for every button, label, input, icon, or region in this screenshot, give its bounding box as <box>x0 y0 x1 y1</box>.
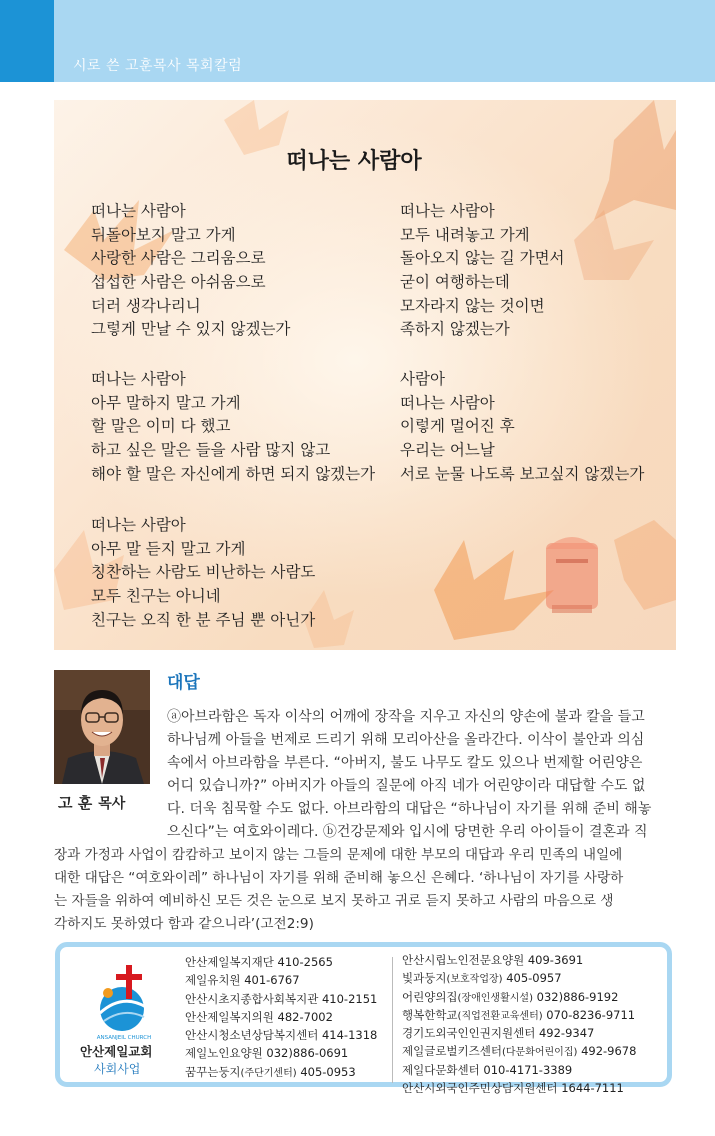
facility-item: 안산제일복지재단 410-2565 <box>185 955 333 969</box>
poem-line: 이렇게 멀어진 후 <box>400 417 515 436</box>
answer-line: 으신다”는 여호와이레다. ⓑ건강문제와 입시에 당면한 우리 아이들이 결혼과 직 <box>167 824 648 840</box>
facility-list-left <box>185 954 377 1082</box>
facility-item: 빛과둥지(보호작업장) 405-0957 <box>402 971 562 986</box>
social-services-box <box>55 942 672 1096</box>
answer-line: ⓐ아브라함은 독자 이삭의 어깨에 장작을 지우고 자신의 양손에 불과 칼을 들고 <box>167 709 645 725</box>
poem-line: 떠나는 사람아 <box>400 202 495 220</box>
poem-line: 서로 눈물 나도록 보고싶지 않겠는가 <box>400 464 645 483</box>
org-name: 안산제일교회 <box>80 1044 153 1059</box>
poem-line: 우리는 어느날 <box>400 441 495 460</box>
poem-line: 해야 할 말은 자신에게 하면 되지 않겠는가 <box>91 464 376 483</box>
church-logo-icon <box>84 963 164 1043</box>
poem-line: 모두 친구는 아니네 <box>91 587 221 606</box>
poem-line: 친구는 오직 한 분 주님 뿐 아닌가 <box>91 610 316 629</box>
facility-item: 꿈꾸는둥지(주단기센터) 405-0953 <box>185 1064 356 1079</box>
poem-line: 떠나는 사람아 <box>400 393 495 412</box>
column-divider <box>392 957 393 1083</box>
poem-line: 섭섭한 사람은 아쉬움으로 <box>91 273 266 292</box>
facility-item: 행복한학교(직업전환교육센터) 070-8236-9711 <box>402 1007 636 1022</box>
answer-line: 하나님께 아들을 번제로 드리기 위해 모리아산을 올라간다. 이삭이 불안과 의심 <box>167 732 645 748</box>
facility-item: 제일노인요양원 032)886-0691 <box>185 1046 349 1061</box>
facility-item: 제일다문화센터 010-4171-3389 <box>402 1062 573 1077</box>
author-photo <box>54 670 150 784</box>
poem-title: 떠나는 사람아 <box>286 149 422 174</box>
poem-line: 모자라지 않는 것이면 <box>400 296 545 315</box>
facility-item: 안산시청소년상담복지센터 414-1318 <box>185 1028 378 1043</box>
stanza-left-1 <box>91 200 290 342</box>
header-tab-block <box>0 0 54 82</box>
poem-line: 굳이 여행하는데 <box>400 273 510 292</box>
answer-line: 다. 더욱 침묵할 수도 없다. 아브라함의 대답은 “하나님이 자기를 위해 준비 해놓 <box>167 801 652 817</box>
poem-line: 떠나는 사람아 <box>91 516 186 534</box>
facility-item: 제일유치원 401-6767 <box>185 973 300 988</box>
poem-line: 그렇게 만날 수 있지 않겠는가 <box>91 320 291 339</box>
poem-line: 더러 생각나리니 <box>91 296 201 315</box>
page-header <box>0 0 715 82</box>
facility-item: 어린양의집(장애인생활시설) 032)886-9192 <box>402 989 619 1004</box>
poem-line: 아무 말하지 말고 가게 <box>91 393 241 412</box>
poem-line: 족하지 않겠는가 <box>400 320 510 339</box>
stanza-left-2 <box>91 368 375 486</box>
answer-line: 속에서 아브라함을 부른다. “아버지, 불도 나무도 칼도 있으나 번제할 어린양은 <box>167 755 643 771</box>
header-title: 시로 쓴 고훈목사 목회칼럼 <box>73 58 243 74</box>
facility-list-right <box>402 952 636 1098</box>
poem-line: 떠나는 사람아 <box>91 202 186 220</box>
stanza-left-3 <box>91 514 315 632</box>
poem-line: 사랑한 사람은 그리움으로 <box>91 249 266 268</box>
stanza-right-1 <box>400 200 565 342</box>
answer-line: 는 자들을 위하여 예비하신 모든 것은 눈으로 보지 못하고 귀로 듣지 못하고 사람의 마음으로 생 <box>54 893 614 909</box>
facility-item: 안산제일복지의원 482-7002 <box>185 1009 333 1024</box>
mailbox-illustration <box>538 525 608 615</box>
poem-line: 할 말은 이미 다 했고 <box>91 417 231 436</box>
poem-line: 하고 싶은 말은 들을 사람 많지 않고 <box>91 441 331 460</box>
author-position: 목사 <box>98 796 126 812</box>
facility-item: 경기도외국인인권지원센터 492-9347 <box>402 1026 595 1041</box>
poem-line: 떠나는 사람아 <box>91 370 186 388</box>
author-caption <box>58 792 125 813</box>
poem-line: 뒤돌아보지 말고 가게 <box>91 225 236 244</box>
answer-line: 장과 가정과 사업이 캄캄하고 보이지 않는 그들의 문제에 대한 부모의 대답과 우리 민족의 내일에 <box>54 847 623 863</box>
answer-line: 각하지도 못하였다 함과 같으니라’(고전2:9) <box>54 916 314 932</box>
logo-text: ANSANJEIL CHURCH <box>96 1035 152 1041</box>
poem-line: 아무 말 듣지 말고 가게 <box>91 539 246 558</box>
org-subtitle: 사회사업 <box>94 1062 141 1076</box>
facility-item: 안산시립노인전문요양원 409-3691 <box>402 953 584 967</box>
facility-item: 안산시초지종합사회복지관 410-2151 <box>185 991 378 1006</box>
stanza-right-2 <box>400 368 644 486</box>
poem-line: 돌아오지 않는 길 가면서 <box>400 249 565 268</box>
poem-line: 사람아 <box>400 370 445 388</box>
author-name: 고 훈 <box>58 794 93 812</box>
poem-panel <box>54 100 676 650</box>
answer-line: 대한 대답은 “여호와이레” 하나님이 자기를 위해 준비해 놓으신 은혜다. ‘하나님이 자기를 사랑하 <box>54 870 624 886</box>
answer-line: 어디 있습니까?” 아버지가 아들의 질문에 아직 네가 어린양이라 대답할 수도 없 <box>167 778 646 794</box>
facility-item: 안산시외국인주민상담지원센터 1644-7111 <box>402 1081 624 1096</box>
facility-item: 제일글로벌키즈센터(다문화어린이집) 492-9678 <box>402 1044 637 1059</box>
answer-title: 대답 <box>167 673 200 693</box>
poem-line: 모두 내려놓고 가게 <box>400 225 530 244</box>
poem-line: 칭찬하는 사람도 비난하는 사람도 <box>91 563 316 582</box>
portrait-illustration <box>54 670 150 784</box>
